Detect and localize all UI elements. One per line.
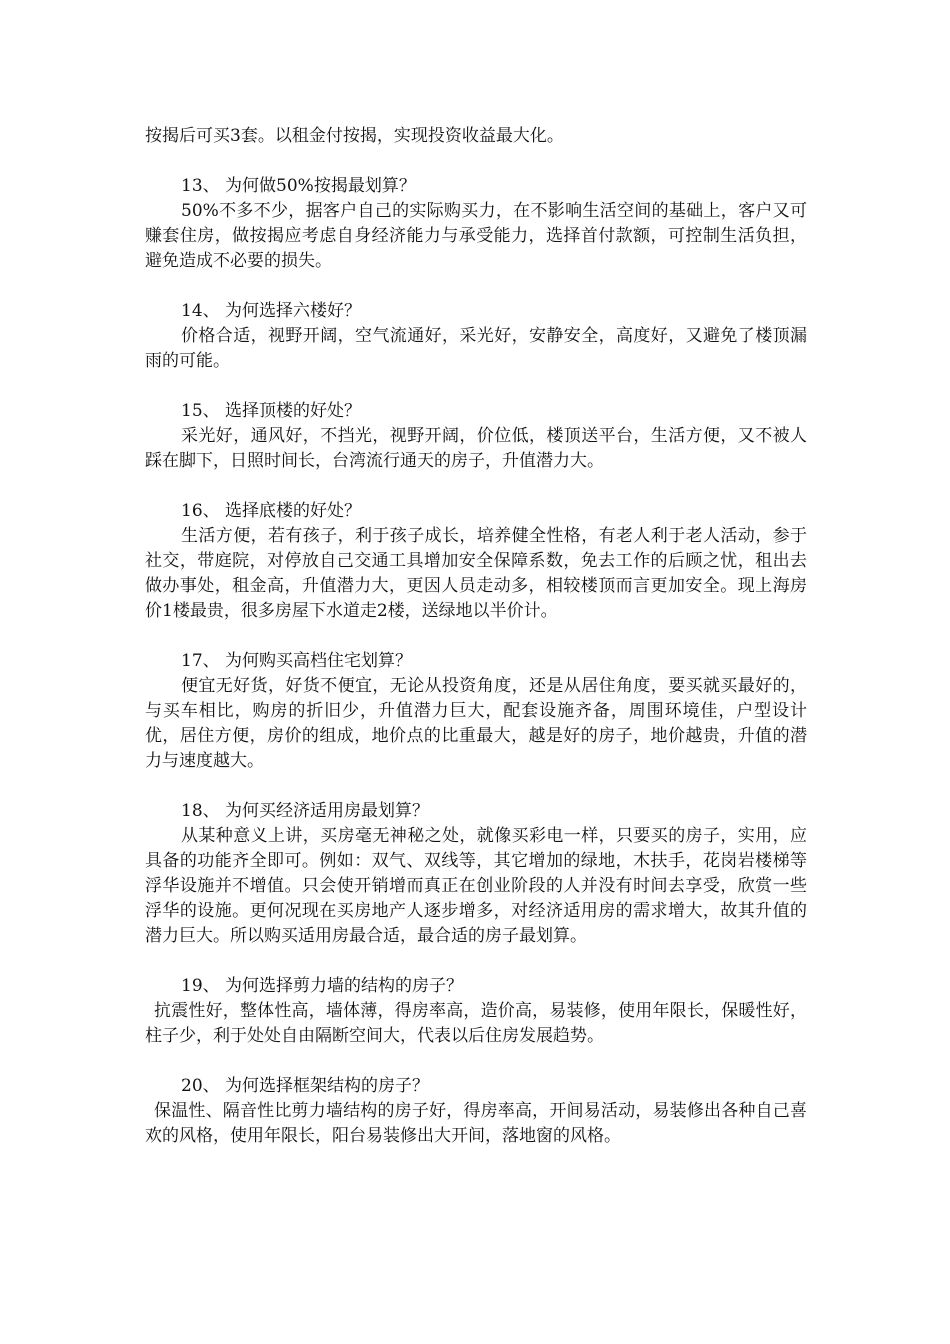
answer-paragraph: 生活方便，若有孩子，利于孩子成长，培养健全性格，有老人利于老人活动，参于社交，带庭院，对停放自己交通工具增加安全保障系数，免去工作的后顾之忧，租出去做办事处，租金高，升值潜力大，更因人员走动多，相较楼顶而言更加安全。现上海房价1楼最贵，很多房屋下水道走2楼，送绿地以半价计。 [145,526,807,621]
question-heading: 17、 为何购买高档住宅划算？ [181,651,413,671]
answer-paragraph: 采光好，通风好，不挡光，视野开阔，价位低，楼顶送平台，生活方便，又不被人踩在脚下，日照时间长，台湾流行通天的房子，升值潜力大。 [145,426,807,471]
intro-paragraph: 按揭后可买3套。以租金付按揭，实现投资收益最大化。 [145,126,564,146]
question-heading: 18、 为何买经济适用房最划算？ [181,801,430,821]
answer-paragraph: 从某种意义上讲，买房毫无神秘之处，就像买彩电一样，只要买的房子，实用，应具备的功能齐全即可。例如：双气、双线等，其它增加的绿地，木扶手，花岗岩楼梯等浮华设施并不增值。只会使开销增而真正在创业阶段的人并没有时间去享受，欣赏一些浮华的设施。更何况现在买房地产人逐步增多，对经济适用房的需求增大，故其升值的潜力巨大。所以购买适用房最合适，最合适的房子最划算。 [145,826,807,946]
question-heading: 16、 选择底楼的好处？ [181,501,362,521]
section-16 [145,499,807,624]
answer-paragraph: 便宜无好货，好货不便宜，无论从投资角度，还是从居住角度，要买就买最好的，与买车相比，购房的折旧少，升值潜力巨大，配套设施齐备，周围环境佳，户型设计优，居住方便，房价的组成，地价点的比重最大，越是好的房子，地价越贵，升值的潜力与速度越大。 [145,676,807,771]
answer-paragraph: 保温性、隔音性比剪力墙结构的房子好，得房率高，开间易活动，易装修出各种自己喜欢的风格，使用年限长，阳台易装修出大开间，落地窗的风格。 [145,1101,807,1146]
answer-paragraph: 50%不多不少，据客户自己的实际购买力，在不影响生活空间的基础上，客户又可赚套住房，做按揭应考虑自身经济能力与承受能力，选择首付款额，可控制生活负担，避免造成不必要的损失。 [145,201,807,271]
section-18 [145,799,807,949]
answer-paragraph: 抗震性好，整体性高，墙体薄，得房率高，造价高，易装修，使用年限长，保暖性好，柱子少，利于处处自由隔断空间大，代表以后住房发展趋势。 [145,1001,807,1046]
section-19 [145,974,807,1049]
section-20 [145,1074,807,1149]
section-14 [145,299,807,374]
question-heading: 13、 为何做50%按揭最划算？ [181,176,416,196]
answer-paragraph: 价格合适，视野开阔，空气流通好，采光好，安静安全，高度好，又避免了楼顶漏雨的可能。 [145,326,807,371]
document-body [145,124,807,1149]
section-13 [145,174,807,274]
question-heading: 20、 为何选择框架结构的房子？ [181,1076,430,1096]
question-heading: 15、 选择顶楼的好处？ [181,401,362,421]
section-15 [145,399,807,474]
question-heading: 19、 为何选择剪力墙的结构的房子？ [181,976,464,996]
section-17 [145,649,807,774]
question-heading: 14、 为何选择六楼好？ [181,301,362,321]
